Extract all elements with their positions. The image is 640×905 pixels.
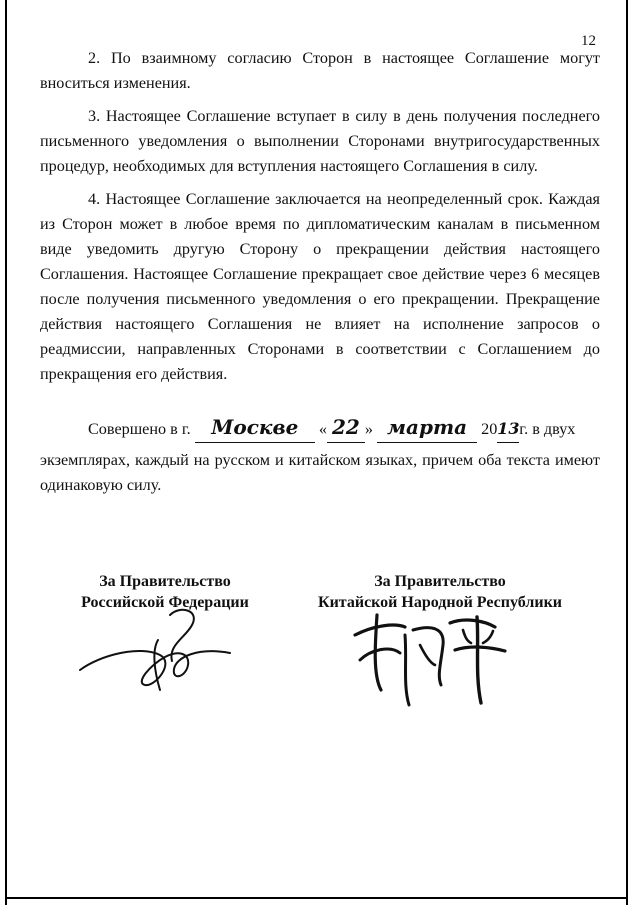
signed-at-line: [40, 415, 600, 443]
quote-open: «: [318, 420, 327, 438]
city-field: [195, 415, 315, 443]
signed-continuation: экземплярах, каждый на русском и китайском языках, причем оба текста имеют одинаковую силу.: [40, 451, 600, 494]
year-handwritten: 13: [497, 419, 520, 438]
party-china-line1: За Правительство: [374, 573, 506, 590]
party-russia-line2: Российской Федерации: [81, 594, 249, 611]
day-field: [327, 415, 365, 443]
party-russia-line1: За Правительство: [99, 573, 231, 590]
page-number: 12: [581, 33, 596, 49]
page-border-right: [626, 0, 628, 905]
month-handwritten: марта: [387, 415, 468, 439]
month-field: [377, 415, 477, 443]
day-handwritten: 22: [332, 415, 360, 439]
city-handwritten: Москве: [211, 415, 299, 439]
page-border-bottom: [5, 897, 628, 899]
year-field: [497, 416, 519, 443]
signature-china: [345, 605, 525, 715]
party-china-line2: Китайской Народной Республики: [317, 594, 563, 611]
agreement-text: [40, 46, 600, 395]
paragraph-3: 3. Настоящее Соглашение вступает в силу в день получения последнего письменного уведомления о выполнении Сторонами внутригосударственных процедур, необходимых для вступления настоящего Соглашения в силу.: [40, 107, 600, 175]
paragraph-4: 4. Настоящее Соглашение заключается на неопределенный срок. Каждая из Сторон может в любое время по дипломатическим каналам в письменном виде уведомить другую Сторону о прекращении действия настоящего Соглашения. Настоящее Соглашение прекращает свое действие через 6 месяцев после получения письменного уведомления о его прекращении. Прекращение действия настоящего Соглашения не влияет на исполнение запросов о реадмиссии, направленных Сторонами в соответствии с Соглашением до прекращения его действия.: [40, 190, 600, 383]
paragraph-2: 2. По взаимному согласию Сторон в настоящее Соглашение могут вноситься изменения.: [40, 49, 600, 92]
year-prefix: 20: [481, 420, 498, 438]
signature-russia: [60, 595, 240, 705]
after-year: г. в двух: [519, 420, 576, 438]
page-border-left: [5, 0, 7, 905]
signed-prefix: Совершено в г.: [88, 420, 191, 438]
quote-close: »: [364, 420, 374, 438]
